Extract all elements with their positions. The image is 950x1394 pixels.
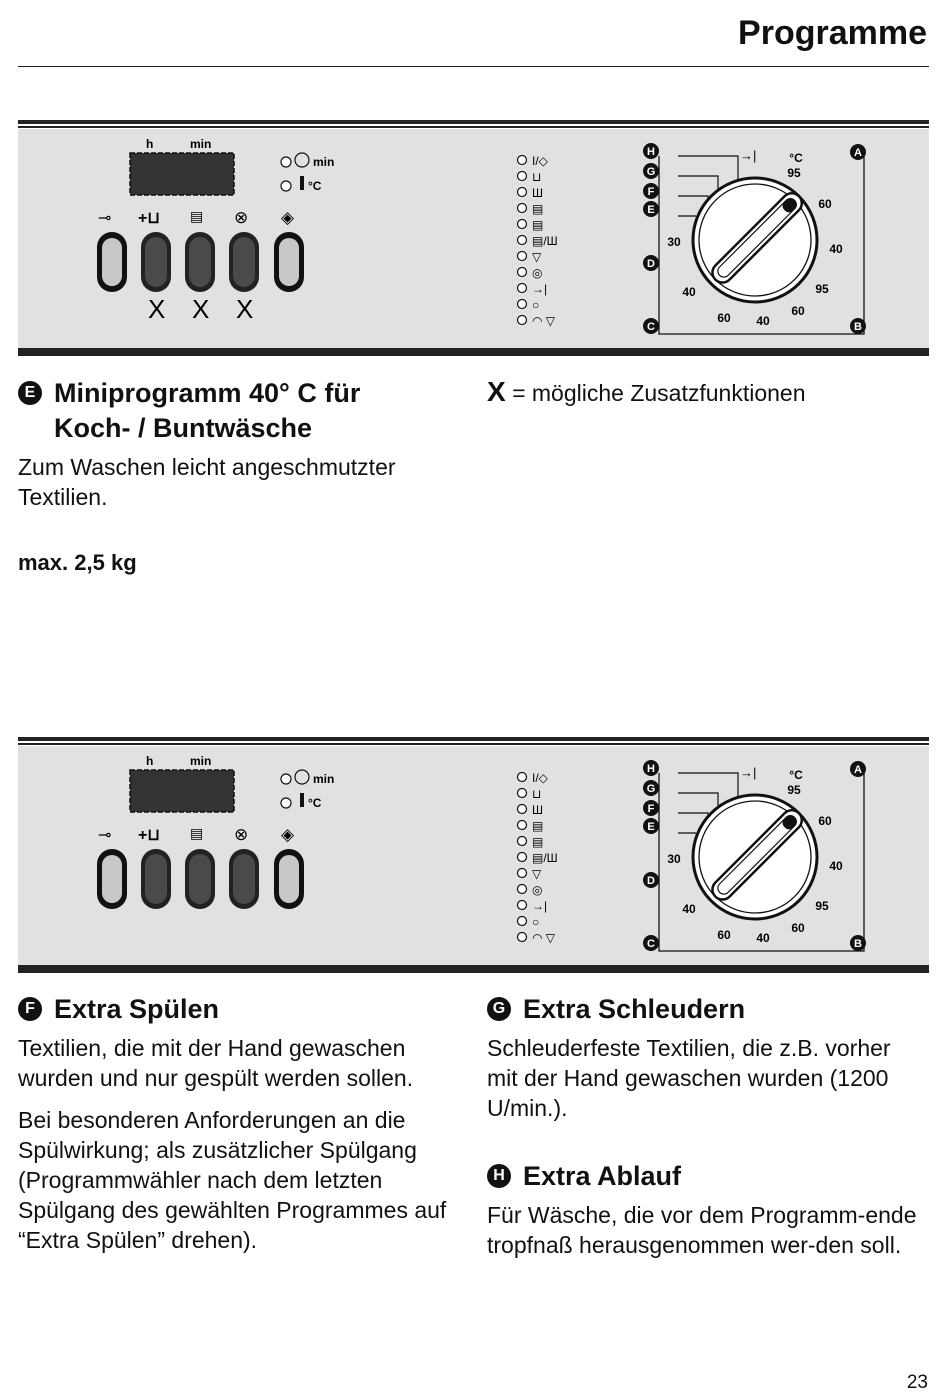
program-symbol-icon: ⊔: [532, 787, 542, 801]
program-led: [518, 316, 527, 325]
intensive-wash-icon: ▤: [190, 825, 204, 841]
heading-line-2: Koch- / Buntwäsche: [54, 413, 313, 443]
program-symbol-icon: I/◇: [532, 771, 548, 785]
option-symbol: X: [487, 376, 506, 407]
program-led: [518, 252, 527, 261]
time-indicator-label: min: [313, 155, 335, 169]
program-led: [518, 236, 527, 245]
dial-temperature-label: 60: [791, 921, 805, 935]
start-icon: ◈: [281, 825, 295, 844]
dial-letter: E: [647, 204, 655, 216]
section-description: Für Wäsche, die vor dem Programm-ende tropfnaß herausgenommen wer-den soll.: [487, 1202, 917, 1258]
program-symbol-icon: ◎: [532, 883, 543, 897]
heading-text: Extra Ablauf: [523, 1161, 682, 1191]
dial-letter: G: [646, 783, 656, 795]
program-led: [518, 268, 527, 277]
control-panel-diagram-1: [18, 120, 929, 360]
program-symbol-icon: ▤: [532, 218, 544, 232]
dial-temperature-label: 60: [818, 814, 832, 828]
program-symbol-icon: ▤: [532, 819, 544, 833]
no-spin-button[interactable]: [229, 849, 259, 909]
intensive-button[interactable]: [185, 849, 215, 909]
program-symbol-icon: Ш: [532, 803, 543, 817]
dial-temperature-label: 95: [815, 282, 829, 296]
program-led: [518, 172, 527, 181]
dial-temperature-label: 40: [756, 931, 770, 945]
dial-letter: B: [854, 321, 862, 333]
dial-temperature-label: °C: [789, 768, 803, 782]
key-icon: ⊸: [98, 827, 112, 844]
dial-temperature-label: 60: [717, 311, 731, 325]
program-led: [518, 885, 527, 894]
program-symbol-icon: →|: [532, 899, 548, 913]
dial-temperature-label: 60: [818, 197, 832, 211]
dial-temperature-label: 30: [667, 852, 681, 866]
program-led: [518, 300, 527, 309]
program-symbol-icon: ▤: [532, 835, 544, 849]
start-button[interactable]: [274, 232, 304, 292]
temperature-indicator-label: °C: [308, 179, 322, 193]
program-led: [518, 156, 527, 165]
key-icon: ⊸: [98, 210, 112, 227]
thermometer-icon: [300, 176, 304, 190]
section-extra-spuelen: [18, 992, 458, 1255]
start-icon: ◈: [281, 208, 295, 227]
dial-temperature-label: 40: [756, 314, 770, 328]
intensive-wash-icon: ▤: [190, 208, 204, 224]
thermometer-icon: [300, 793, 304, 807]
section-heading: [487, 992, 927, 1027]
dial-letter: H: [647, 763, 655, 775]
dial-letter: D: [647, 258, 655, 270]
option-mark: X: [236, 294, 254, 324]
program-symbol-icon: ▽: [532, 867, 542, 881]
page-title: Programme: [738, 14, 927, 52]
max-load: max. 2,5 kg: [18, 550, 137, 575]
program-symbol-icon: Ш: [532, 186, 543, 200]
dial-letter: H: [647, 146, 655, 158]
drain-arrow-icon: →|: [740, 148, 757, 163]
page-header: [18, 14, 929, 67]
dial-letter: C: [647, 321, 655, 333]
no-spin-icon: ⊗: [234, 208, 249, 227]
prewash-button[interactable]: [141, 849, 171, 909]
program-led: [518, 188, 527, 197]
program-led: [518, 805, 527, 814]
no-spin-icon: ⊗: [234, 825, 249, 844]
option-legend: [487, 376, 927, 408]
dial-letter: B: [854, 938, 862, 950]
option-legend-text: = mögliche Zusatzfunktionen: [505, 380, 806, 406]
heading-text: Extra Schleudern: [523, 994, 746, 1024]
program-symbol-icon: ◎: [532, 266, 543, 280]
program-symbol-icon: ○: [532, 298, 540, 312]
heading-line-1: Miniprogramm 40° C für: [54, 378, 361, 408]
program-symbol-icon: ▽: [532, 250, 542, 264]
program-led: [518, 789, 527, 798]
program-led: [518, 853, 527, 862]
dial-temperature-label: 95: [787, 783, 801, 797]
dial-letter: F: [647, 186, 655, 198]
program-letter-badge: H: [487, 1164, 511, 1188]
dial-temperature-label: 40: [829, 242, 843, 256]
option-mark: X: [148, 294, 166, 324]
dial-temperature-label: 40: [829, 859, 843, 873]
program-symbol-icon: I/◇: [532, 154, 548, 168]
program-led: [518, 821, 527, 830]
program-letter-badge: F: [18, 997, 42, 1021]
dial-letter: F: [647, 803, 655, 815]
display-hours-label: h: [146, 137, 154, 151]
section-description: Textilien, die mit der Hand gewaschen wurden und nur gespült werden sollen.: [18, 1035, 414, 1091]
section-miniprogramm: [18, 376, 458, 578]
section-extra-schleudern: [487, 992, 927, 1123]
prewash-icon: +⊔: [138, 210, 160, 227]
dial-letter: A: [854, 147, 862, 159]
section-heading: [18, 376, 458, 446]
display-minutes-label: min: [190, 754, 212, 768]
program-symbol-icon: →|: [532, 282, 548, 296]
program-led: [518, 837, 527, 846]
dial-temperature-label: 40: [682, 902, 696, 916]
page-number: 23: [906, 1372, 928, 1393]
dial-temperature-label: °C: [789, 151, 803, 165]
dial-temperature-label: 60: [791, 304, 805, 318]
prewash-button[interactable]: [141, 232, 171, 292]
option-mark: X: [192, 294, 210, 324]
control-panel-diagram-2: [18, 737, 929, 977]
dial-letter: A: [854, 764, 862, 776]
time-display: [130, 770, 234, 812]
start-button[interactable]: [274, 849, 304, 909]
program-symbol-icon: ◠ ▽: [532, 314, 556, 328]
section-extra-ablauf: [487, 1159, 927, 1260]
dial-letter: G: [646, 166, 656, 178]
program-led: [518, 869, 527, 878]
program-symbol-icon: ⊔: [532, 170, 542, 184]
section-heading: [487, 1159, 927, 1194]
dial-temperature-label: 95: [787, 166, 801, 180]
drain-arrow-icon: →|: [740, 765, 757, 780]
dial-temperature-label: 60: [717, 928, 731, 942]
no-spin-button[interactable]: [229, 232, 259, 292]
program-led: [518, 917, 527, 926]
heading-text: Extra Spülen: [54, 994, 220, 1024]
section-description: Zum Waschen leicht angeschmutzter Textilien.: [18, 454, 396, 510]
display-minutes-label: min: [190, 137, 212, 151]
program-letter-badge: E: [18, 381, 42, 405]
program-symbol-icon: ◠ ▽: [532, 931, 556, 945]
dial-letter: E: [647, 821, 655, 833]
program-led: [518, 284, 527, 293]
program-led: [518, 773, 527, 782]
prewash-icon: +⊔: [138, 827, 160, 844]
section-description: Schleuderfeste Textilien, die z.B. vorher mit der Hand gewaschen wurden (1200 U/min.).: [487, 1035, 891, 1121]
program-led: [518, 933, 527, 942]
dial-temperature-label: 30: [667, 235, 681, 249]
program-symbol-icon: ▤/Ш: [532, 234, 558, 248]
temperature-indicator-label: °C: [308, 796, 322, 810]
program-led: [518, 204, 527, 213]
dial-letter: C: [647, 938, 655, 950]
display-hours-label: h: [146, 754, 154, 768]
time-display: [130, 153, 234, 195]
intensive-button[interactable]: [185, 232, 215, 292]
dial-temperature-label: 40: [682, 285, 696, 299]
time-indicator-label: min: [313, 772, 335, 786]
program-symbol-icon: ▤: [532, 202, 544, 216]
program-led: [518, 901, 527, 910]
program-led: [518, 220, 527, 229]
dial-letter: D: [647, 875, 655, 887]
door-button[interactable]: [97, 849, 127, 909]
program-letter-badge: G: [487, 997, 511, 1021]
section-heading: [18, 992, 458, 1027]
dial-temperature-label: 95: [815, 899, 829, 913]
program-symbol-icon: ▤/Ш: [532, 851, 558, 865]
program-symbol-icon: ○: [532, 915, 540, 929]
door-button[interactable]: [97, 232, 127, 292]
section-description-2: Bei besonderen Anforderungen an die Spülwirkung; als zusätzlicher Spülgang (Programmwähler nach dem letzten Spülgang des gewählten Programmes auf “Extra Spülen” drehen).: [18, 1107, 447, 1253]
